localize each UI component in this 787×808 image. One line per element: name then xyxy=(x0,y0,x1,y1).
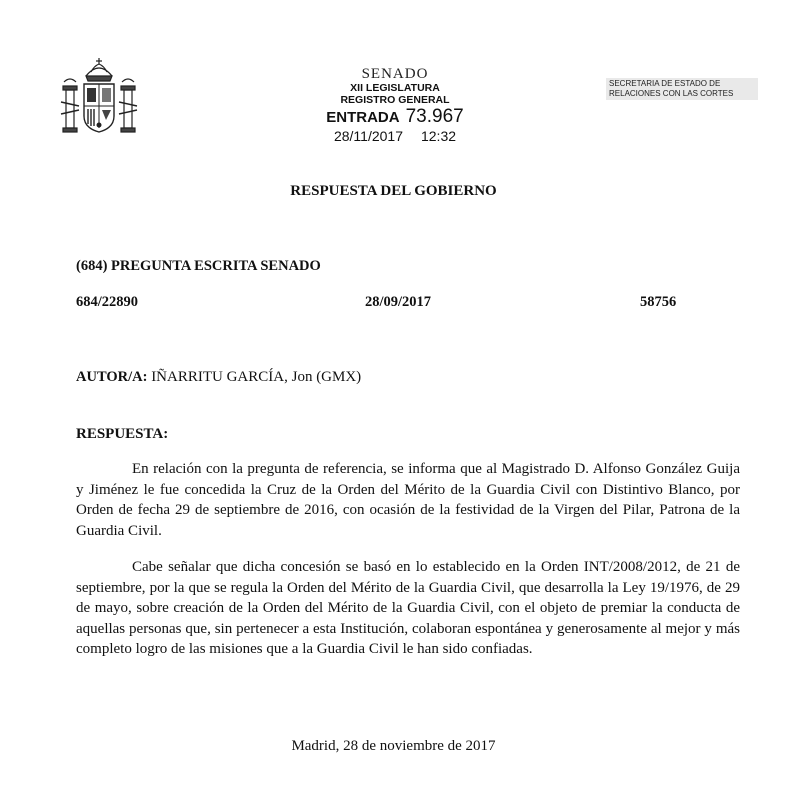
chamber-name: SENADO xyxy=(361,66,429,82)
entry-number: 73.967 xyxy=(405,106,464,127)
answer-paragraph-1 xyxy=(76,459,740,541)
secretaria-line-1: SECRETARIA DE ESTADO DE xyxy=(609,79,721,88)
answer-paragraph-2 xyxy=(76,557,740,660)
coat-of-arms-emblem xyxy=(58,54,140,138)
entry-datetime xyxy=(290,128,500,144)
secretaria-label xyxy=(606,78,758,100)
author-line xyxy=(76,369,361,386)
paragraph-text: En relación con la pregunta de referencia, se informa que al Magistrado D. Alfonso González Guija y Jiménez le fue concedida la Cruz de la Orden del Mérito de la Guardia Civil con Distintivo Blanco, por Orden de fecha 29 de septiembre de 2016, con ocasión de la festividad de la Virgen del Pilar, Patrona de la Guardia Civil. xyxy=(76,461,740,539)
author-name: IÑARRITU GARCÍA, Jon (GMX) xyxy=(151,369,362,385)
registry-stamp xyxy=(290,66,500,144)
entry-row xyxy=(290,107,500,128)
document-title: RESPUESTA DEL GOBIERNO xyxy=(290,183,497,199)
reference-date: 28/09/2017 xyxy=(365,294,432,310)
paragraph-text: Cabe señalar que dicha concesión se basó en lo establecido en la Orden INT/2008/2012, de 21 de septiembre, por la que se regula la Orden del Mérito de la Guardia Civil, que desarrolla la Ley 19/1976, de 29 de mayo, sobre creación de la Orden del Mérito de la Guardia Civil, con el objeto de premiar la conducta de aquellas personas que, sin pertenecer a esta Institución, colaboran espontánea y generosamente al mejor y más completo logro de las misiones que a la Guardia Civil le han sido confiadas. xyxy=(76,559,740,657)
answer-label: RESPUESTA: xyxy=(76,426,169,442)
reference-number: 58756 xyxy=(640,294,677,310)
author-label: AUTOR/A: xyxy=(76,369,148,385)
entry-time: 12:32 xyxy=(420,128,457,144)
secretaria-line-2: RELACIONES CON LAS CORTES xyxy=(609,89,734,98)
entry-label: ENTRADA xyxy=(326,109,400,126)
closing-place-date: Madrid, 28 de noviembre de 2017 xyxy=(291,738,496,754)
reference-code: 684/22890 xyxy=(76,294,139,310)
legislature: XII LEGISLATURA xyxy=(350,82,440,94)
entry-date: 28/11/2017 xyxy=(333,128,403,144)
question-type: (684) PREGUNTA ESCRITA SENADO xyxy=(76,258,321,274)
registry-name: REGISTRO GENERAL xyxy=(340,94,450,106)
